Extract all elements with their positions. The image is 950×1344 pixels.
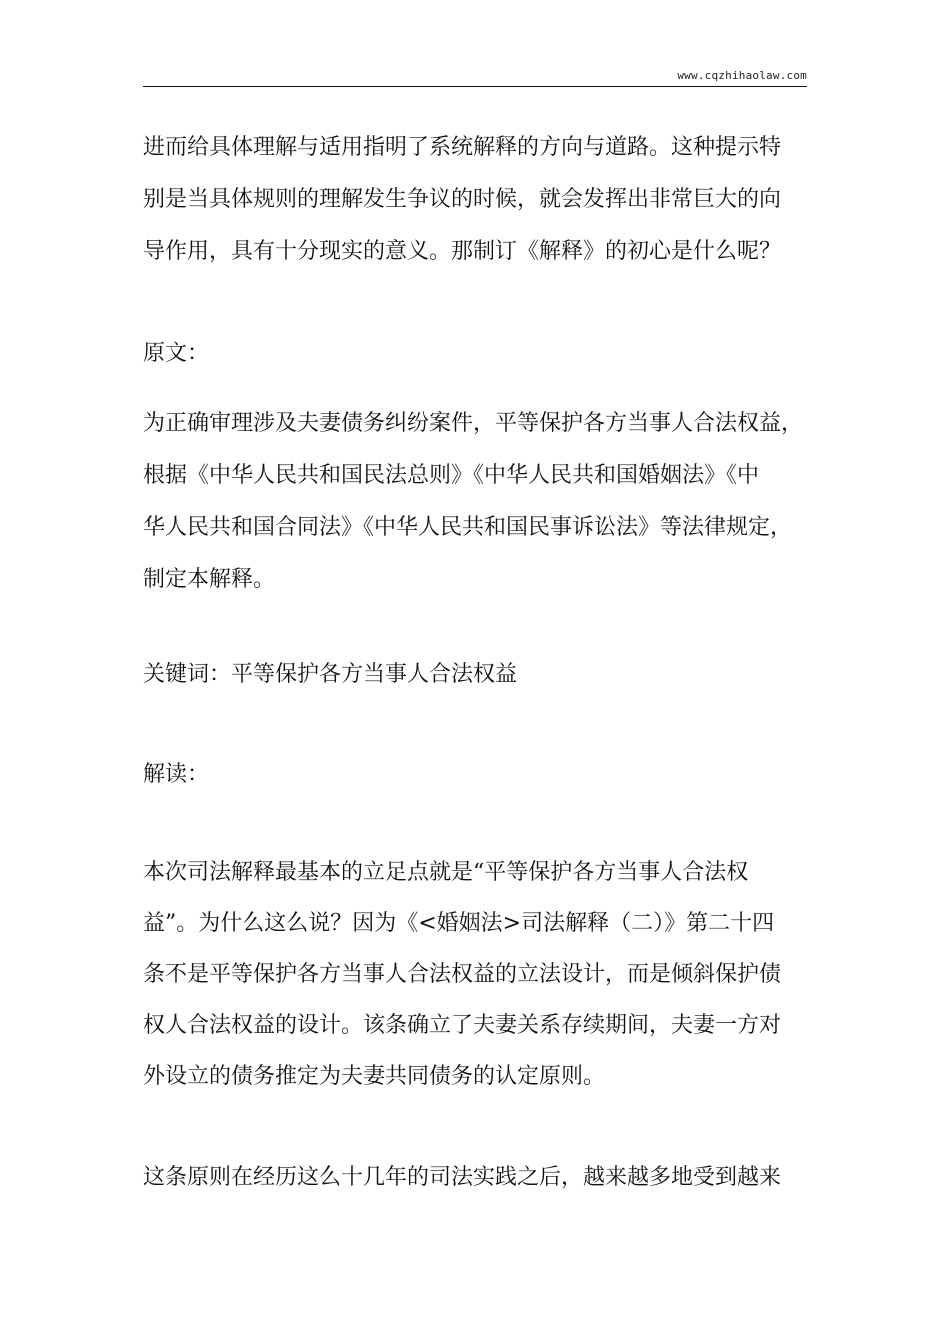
paragraph-line: 权人合法权益的设计。该条确立了夫妻关系存续期间，夫妻一方对: [143, 1013, 782, 1038]
paragraph-line: 别是当具体规则的理解发生争议的时候，就会发挥出非常巨大的向: [143, 187, 782, 212]
paragraph-line: 为正确审理涉及夫妻债务纠纷案件，平等保护各方当事人合法权益，: [143, 411, 804, 436]
paragraph-line: 华人民共和国合同法》《中华人民共和国民事诉讼法》等法律规定，: [143, 515, 793, 540]
header-divider: [143, 86, 807, 87]
keywords-line: 关键词：平等保护各方当事人合法权益: [143, 662, 518, 687]
paragraph-line: 外设立的债务推定为夫妻共同债务的认定原则。: [143, 1064, 606, 1089]
paragraph-line: 进而给具体理解与适用指明了系统解释的方向与道路。这种提示特: [143, 135, 782, 160]
paragraph-line: 根据《中华人民共和国民法总则》《中华人民共和国婚姻法》《中: [143, 463, 760, 488]
section-heading-interpretation: 解读：: [143, 762, 210, 787]
header-url: www.cqzhihaolaw.com: [677, 69, 807, 82]
paragraph-line: 益”。为什么这么说？因为《<婚姻法>司法解释（二）》第二十四: [143, 911, 775, 936]
paragraph-line: 条不是平等保护各方当事人合法权益的立法设计，而是倾斜保护债: [143, 962, 782, 987]
section-heading-original-text: 原文：: [143, 341, 210, 366]
paragraph-line: 这条原则在经历这么十几年的司法实践之后，越来越多地受到越来: [143, 1165, 782, 1190]
paragraph-line: 导作用，具有十分现实的意义。那制订《解释》的初心是什么呢？: [143, 239, 782, 264]
paragraph-line: 本次司法解释最基本的立足点就是“平等保护各方当事人合法权: [143, 860, 749, 885]
paragraph-line: 制定本解释。: [143, 567, 276, 592]
